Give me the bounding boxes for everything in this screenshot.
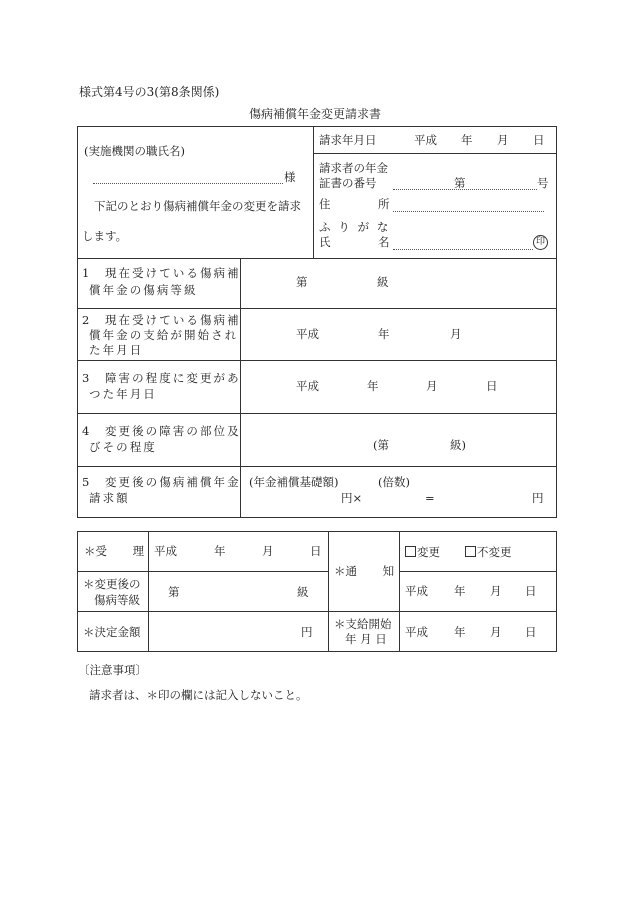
office-col-sep-1 [148, 531, 149, 652]
cert-number-label-2: 証書の番号 [319, 176, 377, 190]
request-date-label: 請求年月日 [319, 133, 377, 147]
receipt-label: ＊受 理 [84, 544, 145, 558]
payment-start-label-1: ＊支給開始 [334, 617, 392, 631]
item-5-label-line-2: 請求額 [89, 491, 130, 505]
item-3-month: 月 [426, 379, 438, 393]
office-row-sep-2 [77, 611, 557, 612]
item-1-label-line-2: 償年金の傷病等級 [89, 283, 198, 297]
item-4-label-text: 変更後の障害の部位及 [104, 424, 241, 438]
receipt-month: 月 [262, 544, 274, 558]
item-3-year: 年 [367, 379, 379, 393]
notice-date-day: 日 [525, 584, 537, 598]
request-date-day: 日 [533, 133, 545, 147]
item-2-era: 平成 [296, 327, 319, 341]
item-2-number: 2 [82, 313, 92, 327]
address-label-2: 所 [378, 197, 390, 211]
item-1-number: 1 [82, 266, 92, 280]
payment-start-month: 月 [490, 625, 502, 639]
item-5-label-line-1 [82, 477, 241, 489]
office-row-sep-1 [77, 571, 328, 572]
item-2-label-text: 現在受けている傷病補 [104, 313, 241, 327]
receipt-era: 平成 [154, 544, 177, 558]
item-1-label-line-1 [82, 268, 241, 280]
item-3-label-line-2: つた年月日 [89, 387, 157, 401]
item-5-mult-label: (倍数) [378, 475, 410, 489]
item-3-day: 日 [486, 379, 498, 393]
request-text-line-2: します。 [82, 229, 128, 243]
item-2-label-line-1 [82, 315, 241, 327]
office-col-sep-2 [328, 531, 329, 652]
item-5-equals: = [425, 491, 435, 505]
item-4-label-line-2: びその程度 [89, 440, 157, 454]
row-sep-1 [77, 258, 557, 259]
honorific-label: 様 [284, 170, 296, 184]
item-1-kyu: 級 [377, 275, 389, 289]
request-text-line-1: 下記のとおり傷病補償年金の変更を請求 [94, 199, 301, 213]
row-sep-3 [77, 360, 557, 361]
change-option-label: 変更 [417, 545, 440, 559]
notice-date-era: 平成 [405, 584, 428, 598]
item-2-month: 月 [450, 327, 462, 341]
item-5-label-text: 変更後の傷病補償年金 [104, 475, 241, 489]
grade-label-1: ＊変更後の [83, 577, 141, 591]
payment-start-day: 日 [525, 625, 537, 639]
notice-date-year: 年 [454, 584, 466, 598]
office-right-row-sep [399, 571, 557, 572]
item-3-era: 平成 [296, 379, 319, 393]
office-col-sep-3 [399, 531, 400, 652]
item-3-label-line-1 [82, 373, 241, 385]
request-date-year: 年 [461, 133, 473, 147]
change-option[interactable] [405, 546, 440, 559]
item-5-yen-times: 円× [341, 491, 363, 505]
receipt-year: 年 [214, 544, 226, 558]
grade-dai: 第 [168, 585, 180, 599]
furigana-label: ふ り が な [319, 220, 391, 234]
form-number-label: 様式第4号の3(第8条関係) [79, 85, 220, 99]
payment-start-label-2: 年 月 日 [345, 632, 387, 646]
agency-name-label: (実施機関の職氏名) [84, 144, 185, 158]
notice-label: ＊通 知 [334, 564, 395, 578]
nochange-option-label: 不変更 [477, 545, 512, 559]
item-3-label-text: 障害の程度に変更があ [104, 371, 241, 385]
row-sep-4 [77, 413, 557, 414]
address-field[interactable] [393, 211, 544, 212]
item-5-base-label: (年金補償基礎額) [249, 475, 339, 489]
item-2-label-line-3: た年月日 [89, 343, 144, 357]
amount-yen: 円 [301, 625, 313, 639]
item-4-dai: (第 [373, 438, 389, 452]
item-1-dai: 第 [296, 275, 308, 289]
name-label-2: 名 [378, 235, 390, 249]
row-sep-5 [77, 466, 557, 467]
notice-date-month: 月 [490, 584, 502, 598]
address-label-1: 住 [319, 197, 331, 211]
change-checkbox[interactable] [405, 546, 416, 557]
item-4-label-line-1 [82, 426, 241, 438]
item-3-number: 3 [82, 371, 92, 385]
request-date-month: 月 [497, 133, 509, 147]
seal-icon: 印 [533, 235, 548, 250]
name-label-1: 氏 [319, 235, 331, 249]
item-1-label-text: 現在受けている傷病補 [104, 266, 241, 280]
item-4-number: 4 [82, 424, 92, 438]
receipt-day: 日 [310, 544, 322, 558]
cert-prefix: 第 [454, 176, 466, 190]
date-row-line [313, 153, 557, 154]
item-5-yen: 円 [532, 491, 544, 505]
payment-start-era: 平成 [405, 625, 428, 639]
payment-start-year: 年 [454, 625, 466, 639]
nochange-option[interactable] [465, 546, 512, 559]
request-date-era: 平成 [414, 133, 437, 147]
cert-suffix: 号 [537, 176, 549, 190]
item-2-year: 年 [378, 327, 390, 341]
row-sep-2 [77, 308, 557, 309]
amount-label: ＊決定金額 [83, 625, 141, 639]
document-title: 傷病補償年金変更請求書 [248, 107, 381, 121]
name-field[interactable] [393, 249, 533, 250]
seal-mark [533, 235, 548, 250]
notes-text: 請求者は、＊印の欄には記入しないこと。 [89, 688, 308, 702]
agency-name-field[interactable] [93, 183, 283, 184]
top-section-divider [313, 126, 314, 258]
item-4-kyu: 級) [450, 438, 466, 452]
notes-heading: 〔注意事項〕 [78, 663, 147, 677]
grade-kyu: 級 [297, 585, 309, 599]
item-5-number: 5 [82, 475, 92, 489]
grade-label-2: 傷病等級 [94, 593, 140, 607]
nochange-checkbox[interactable] [465, 546, 476, 557]
cert-number-label-1: 請求者の年金 [319, 161, 388, 175]
item-2-label-line-2: 償年金の支給が開始され [89, 328, 239, 342]
